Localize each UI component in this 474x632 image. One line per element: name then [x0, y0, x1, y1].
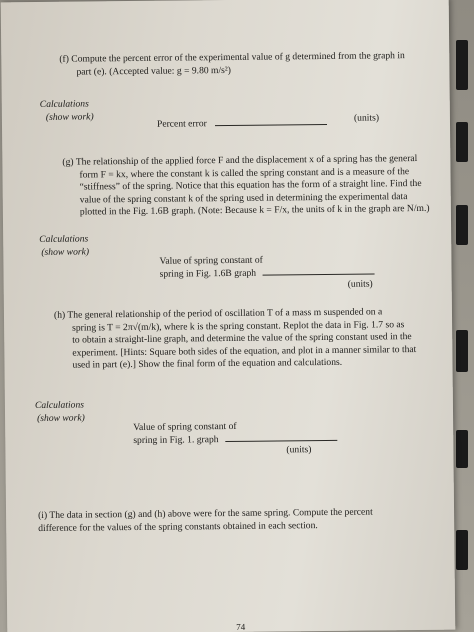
spring-constant-g-result: Value of spring constant of spring in Fig. 1.6B graph — [159, 253, 374, 280]
part-h-calculations-label: Calculations (show work) — [34, 399, 85, 424]
part-f-calculations-label: Calculations (show work) — [39, 98, 94, 123]
part-g-question: (g) The relationship of the applied force F and the displacement x of a spring has the general form F = kx, where the constant k is called the spring constant and is a measure of the “stiffness” of the spring. Notice that this equation has the form of a straight line. Find the value of the spring constant k of the spring used in determining the experimental data plotted in the Fig. 1.6B graph. (Note: Because k = F/x, the units of k in the graph are N/m.) — [62, 153, 430, 218]
binder-ring — [456, 430, 468, 468]
question-line: (f) Compute the percent error of the experimental value of g determined from the graph in — [59, 50, 405, 65]
binder-ring — [456, 40, 468, 90]
binder-ring — [456, 205, 468, 245]
part-f-question — [59, 50, 405, 79]
spring-constant-g-answer-blank[interactable] — [262, 272, 374, 275]
part-g-calculations-label: Calculations (show work) — [39, 233, 90, 258]
binder-ring — [456, 122, 468, 162]
percent-error-result — [157, 117, 327, 131]
part-h-question: (h) The general relationship of the period of oscillation T of a mass m suspended on a spring is T = 2π√(m/k), where k is the spring constant. Replot the data in Fig. 1.7 so as to obtain a straight-line graph, and determine the value of the spring constant used in the experiment. [Hints: Square both sides of the equation, and plot in a manner similar to that used in part (e).] Show the final form of the equation and calculations. — [53, 306, 417, 372]
part-i-question: (i) The data in section (g) and (h) above were for the same spring. Compute the percent difference for the values of the spring constants obtained in each section. — [38, 506, 373, 534]
spring-constant-h-result: Value of spring constant of spring in Fig. 1. graph — [133, 420, 337, 447]
spring-constant-h-answer-blank[interactable] — [225, 438, 337, 441]
binder-ring — [456, 530, 468, 570]
binder-ring — [456, 330, 468, 372]
percent-error-units: (units) — [353, 112, 380, 124]
worksheet-page — [1, 0, 456, 632]
spring-constant-h-units: (units) — [286, 444, 312, 456]
percent-error-label: Percent error — [156, 118, 207, 130]
percent-error-answer-blank[interactable] — [215, 123, 327, 126]
question-line: part (e). (Accepted value: g = 9.80 m/s²) — [76, 64, 232, 78]
spring-constant-g-units: (units) — [347, 278, 373, 290]
page-number: 74 — [236, 621, 246, 632]
